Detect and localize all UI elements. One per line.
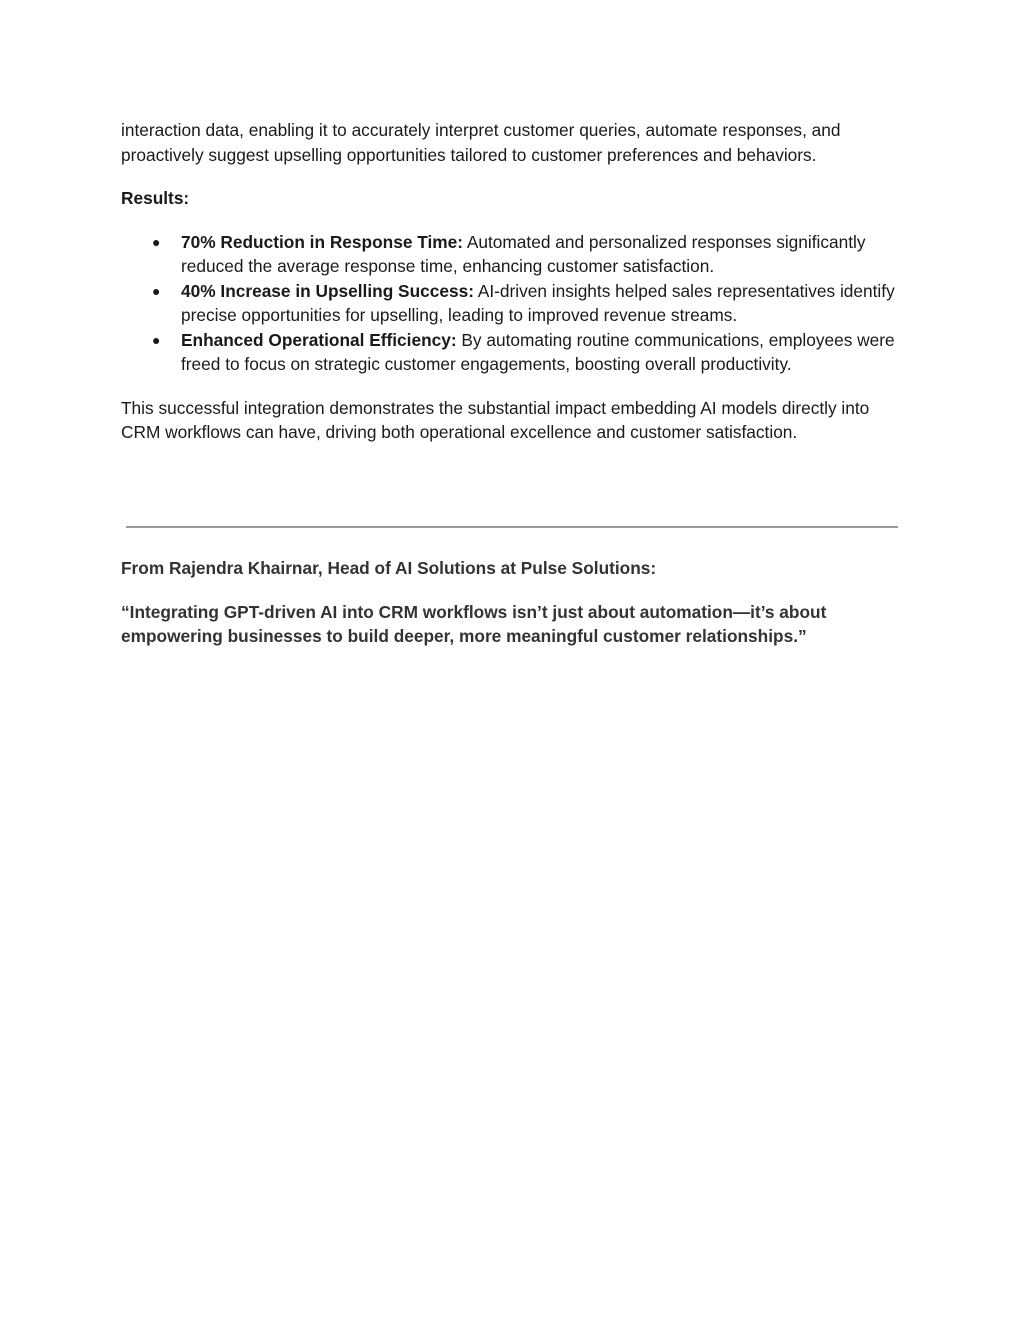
result-text: Automated and personalized responses significantly reduced the average response time, enhancing customer satisfaction. [181, 231, 866, 276]
bullet-icon: ● [152, 331, 161, 348]
quote-text: “Integrating GPT-driven AI into CRM workflows isn’t just about automation—it’s about empowering businesses to build deeper, more meaningful customer relationships.” [121, 601, 827, 646]
result-text: AI-driven insights helped sales representatives identify precise opportunities for upselling, leading to improved revenue streams. [181, 280, 895, 325]
result-text: By automating routine communications, employees were freed to focus on strategic customer engagements, boosting overall productivity. [181, 329, 895, 374]
list-item [121, 328, 911, 377]
list-item [121, 279, 911, 328]
quote-attribution: From Rajendra Khairnar, Head of AI Solutions at Pulse Solutions: [121, 558, 657, 578]
bullet-icon: ● [152, 233, 161, 250]
intro-paragraph: interaction data, enabling it to accurately interpret customer queries, automate responses, and proactively suggest upselling opportunities tailored to customer preferences and behaviors. [121, 120, 841, 165]
results-heading: Results: [121, 188, 190, 208]
list-item [121, 230, 911, 279]
result-title: 70% Reduction in Response Time: [181, 231, 464, 252]
results-list [121, 230, 911, 377]
closing-paragraph: This successful integration demonstrates the substantial impact embedding AI models directly into CRM workflows can have, driving both operational excellence and customer satisfaction. [121, 397, 870, 442]
bullet-icon: ● [152, 282, 161, 299]
result-title: 40% Increase in Upselling Success: [181, 280, 474, 301]
result-title: Enhanced Operational Efficiency: [181, 329, 457, 350]
horizontal-divider [126, 526, 898, 528]
document-body [121, 118, 911, 445]
quote-section [121, 556, 911, 649]
